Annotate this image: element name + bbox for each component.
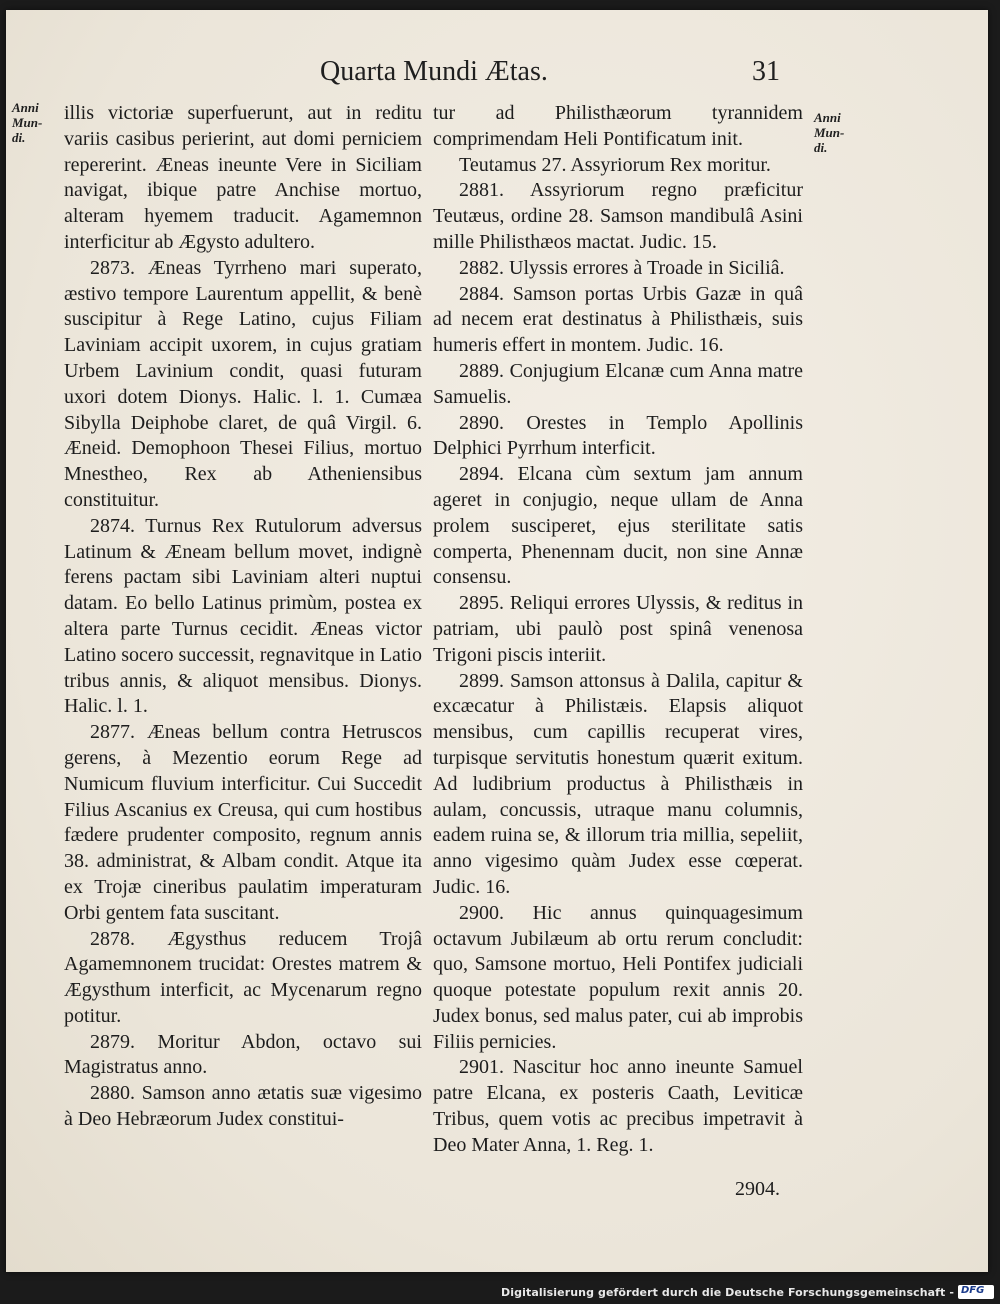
paragraph: tur ad Philisthæorum tyrannidem comprimendam Heli Pontificatum init.	[433, 102, 803, 150]
paragraph: 2890. Orestes in Templo Apollinis Delphici Pyrrhum interficit.	[433, 411, 803, 460]
page-title: Quarta Mundi Ætas.	[320, 56, 548, 87]
text-column-left	[64, 101, 422, 1133]
paragraph: 2884. Samson portas Urbis Gazæ in quâ ad necem erat destinatus à Philisthæis, suis humeris effert in montem. Judic. 16.	[433, 282, 803, 357]
catchword: 2904.	[735, 1178, 780, 1200]
paragraph: 2873. Æneas Tyrrheno mari superato, æstivo tempore Laurentum appellit, & benè suscipitur à Rege Latino, cujus Filiam Laviniam accipit uxorem, in cujus gratiam Urbem Lavinium condit, quasi futuram uxori dotem Dionys. Halic. l. 1. Cumæa Sibylla Deiphobe claret, de quâ Virgil. 6. Æneid. Demophoon Thesei Filius, mortuo Mnestheo, Rex ab Atheniensibus constituitur.	[64, 256, 422, 511]
digitization-footer	[0, 1282, 1000, 1304]
paragraph: Teutamus 27. Assyriorum Rex moritur.	[459, 153, 771, 176]
paragraph: 2878. Ægysthus reducem Trojâ Agamemnonem trucidat: Orestes matrem & Ægysthum interficit, ac Mycenarum regno potitur.	[64, 927, 422, 1027]
paragraph: 2895. Reliqui errores Ulyssis, & reditus in patriam, ubi paulò post spinâ venenosa Trigoni piscis interiit.	[433, 592, 803, 666]
paragraph: 2901. Nascitur hoc anno ineunte Samuel patre Elcana, ex posteris Caath, Leviticæ Tribus, quem votis ac precibus impetravit à Deo Mater Anna, 1. Reg. 1.	[433, 1056, 803, 1156]
footer-credit: Digitalisierung gefördert durch die Deutsche Forschungsgemeinschaft -	[501, 1286, 954, 1299]
paragraph: 2894. Elcana cùm sextum jam annum ageret in conjugio, neque ullam de Anna prolem susciperet, ejus sterilitate satis comperta, Phenennam ducit, non sine Annæ consensu.	[433, 463, 803, 589]
paragraph: illis victoriæ superfuerunt, aut in reditu variis casibus perierint, aut domi perniciem repererint. Æneas ineunte Vere in Siciliam navigat, ibique patre Anchise mortuo, alteram hyemem traducit. Agamemnon interficitur ab Ægysto adultero.	[64, 102, 422, 253]
running-header	[320, 56, 800, 96]
margin-note-right: Anni Mun- di.	[814, 110, 845, 155]
dfg-logo-icon[interactable]	[958, 1285, 994, 1299]
margin-note-left: Anni Mun- di.	[12, 100, 43, 145]
paragraph: 2877. Æneas bellum contra Hetruscos gerens, à Mezentio eorum Rege ad Numicum fluvium interficitur. Cui Succedit Filius Ascanius ex Creusa, qui cum hostibus fædere prudenter composito, regnum annis 38. administrat, & Albam condit. Atque ita ex Trojæ cineribus paulatim imperaturam Orbi gentem fata suscitant.	[64, 721, 422, 924]
paragraph: 2874. Turnus Rex Rutulorum adversus Latinum & Æneam bellum movet, indignè ferens pactam sibi Laviniam alteri nuptui datam. Eo bello Latinus primùm, postea ex altera parte Turnus cecidit. Æneas victor Latino socero successit, regnavitque in Latio tribus annis, & aliquot mensibus. Dionys. Halic. l. 1.	[64, 514, 422, 718]
paragraph: 2881. Assyriorum regno præficitur Teutæus, ordine 28. Samson mandibulâ Asini mille Philisthæos mactat. Judic. 15.	[433, 179, 803, 253]
paragraph: 2879. Moritur Abdon, octavo sui Magistratus anno.	[64, 1030, 422, 1079]
paragraph: 2880. Samson anno ætatis suæ vigesimo à Deo Hebræorum Judex constitui-	[64, 1082, 422, 1131]
paragraph: 2900. Hic annus quinquagesimum octavum Jubilæum ab ortu rerum concludit: quo, Samsone mortuo, Heli Pontifex judiciali quoque potestate populum rexit annis 20. Judex bonus, sed malus pater, cui ab improbis Filiis pernicies.	[433, 901, 803, 1053]
paragraph: 2882. Ulyssis errores à Troade in Siciliâ.	[459, 256, 785, 279]
text-column-right	[433, 101, 803, 1159]
page-number: 31	[752, 56, 780, 87]
paragraph: 2899. Samson attonsus à Dalila, capitur & excæcatur à Philistæis. Elapsis aliquot mensibus, cum capillis recuperat vires, turpisque servitutis honestum quærit exitum. Ad ludibrium productus à Philisthæis in aulam, concussis, utraque manu columnis, eadem ruina se, & illorum tria millia, sepeliit, anno vigesimo quàm Judex esse cœperat. Judic. 16.	[433, 669, 803, 898]
dfg-logo-label: DFG	[961, 1285, 985, 1296]
paragraph: 2889. Conjugium Elcanæ cum Anna matre Samuelis.	[433, 359, 803, 408]
